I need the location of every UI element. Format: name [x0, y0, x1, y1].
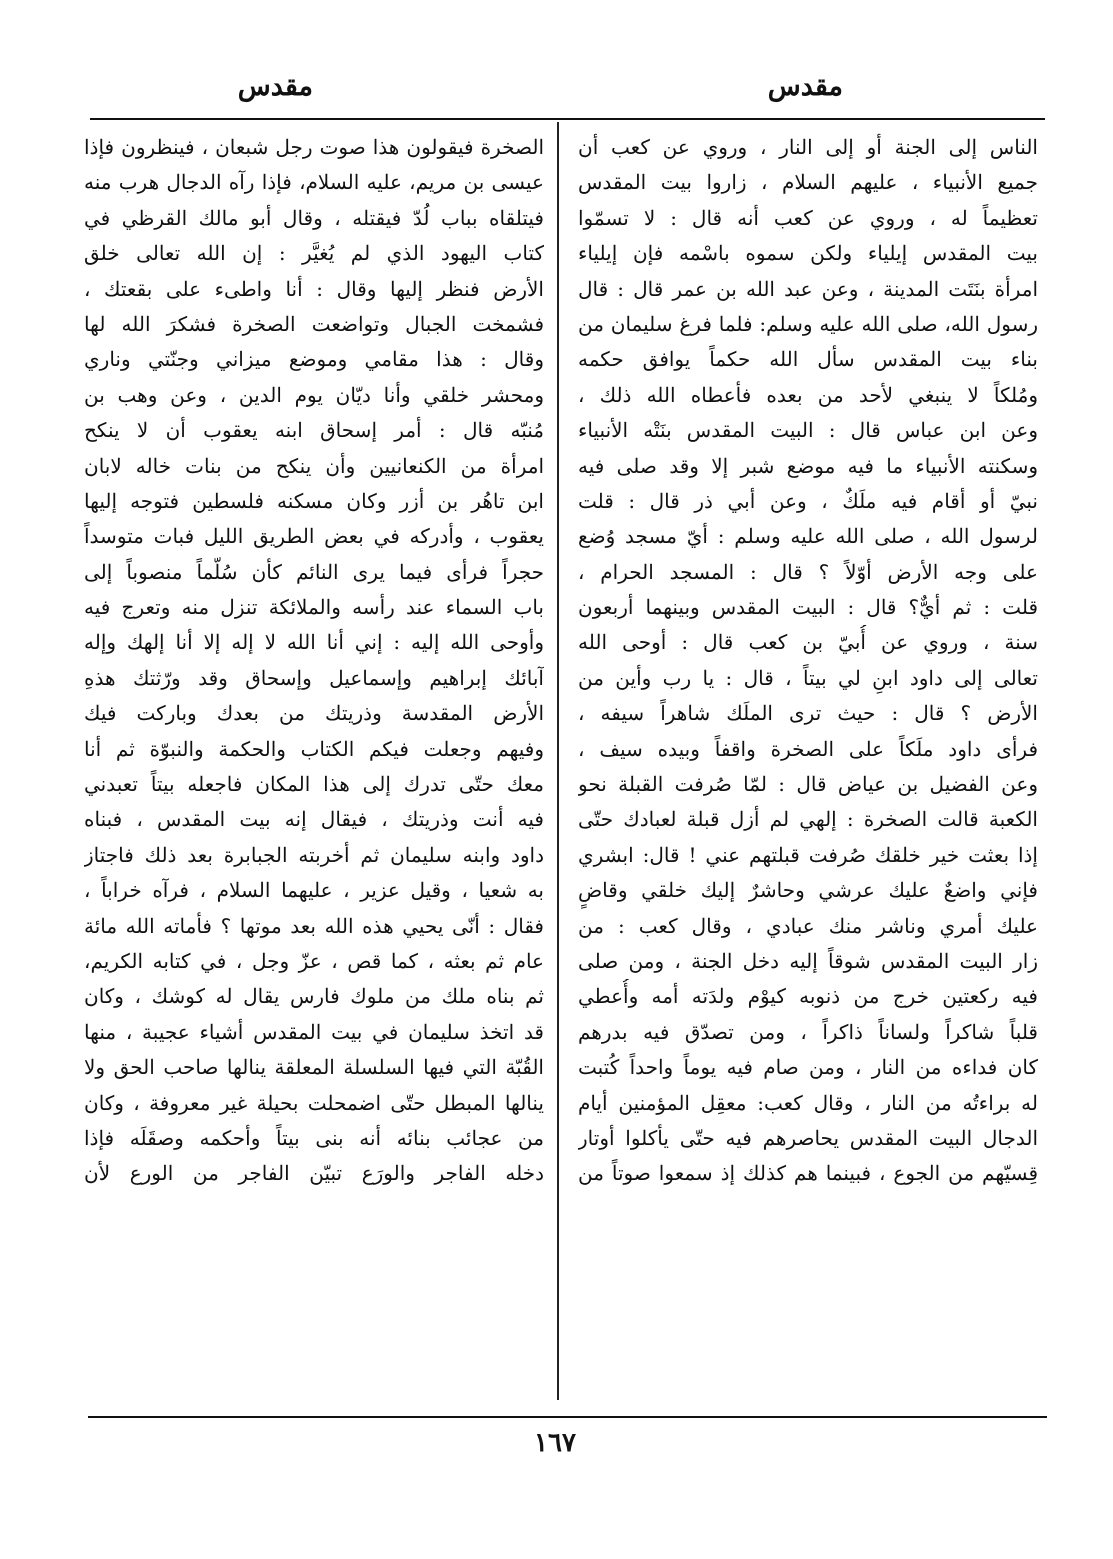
text-line: الكعبة قالت الصخرة : إلهي لم أزل قبلة لعبادك حتّى	[578, 807, 1038, 832]
text-line: ينالها المبطل حتّى اضمحلت بحيلة غير معروفة ، وكان	[84, 1090, 544, 1115]
text-line: قِسيّهم من الجوع ، فبينما هم كذلك إذ سمعوا صوتاً من	[578, 1161, 1038, 1186]
text-line: به شعيا ، وقيل عزير ، عليهما السلام ، فرآه خراباً ،	[84, 878, 544, 903]
text-line: وفيهم وجعلت فيكم الكتاب والحكمة والنبوّة ثم أنا	[84, 736, 544, 761]
left-column-header: مقدس	[237, 71, 313, 102]
text-line: زار البيت المقدس شوقاً إليه دخل الجنة ، ومن صلى	[578, 948, 1038, 973]
text-line: فيه ركعتين خرج من ذنوبه كيوْم ولدَته أمه وأُعطي	[578, 984, 1038, 1009]
text-line: فرأى داود ملَكاً على الصخرة واقفاً وبيده سيف ،	[578, 736, 1038, 761]
text-line: حجراً فرأى فيما يرى النائم كأن سُلّماً منصوباً إلى	[84, 559, 544, 584]
text-line: كتاب اليهود الذي لم يُغيَّر : إن الله تعالى خلق	[84, 241, 544, 266]
text-line: فيه أنت وذريتك ، فيقال إنه بيت المقدس ، فبناه	[84, 807, 544, 832]
text-line: فيتلقاه بباب لُدّ فيقتله ، وقال أبو مالك القرظي في	[84, 205, 544, 230]
text-line: كان فداءه من النار ، ومن صام فيه يوماً واحداً كُتبت	[578, 1055, 1038, 1080]
text-line: عام ثم بعثه ، كما قص ، عزّ وجل ، في كتابه الكريم،	[84, 948, 544, 973]
text-line: وعن ابن عباس قال : البيت المقدس بنَتْه الأنبياء	[578, 418, 1038, 443]
text-line: قلت : ثم أيٌّ؟ قال : البيت المقدس وبينهما أربعون	[578, 595, 1038, 620]
text-line: الناس إلى الجنة أو إلى النار ، وروي عن كعب أن	[578, 135, 1038, 159]
text-line: فقال : أنّى يحيي هذه الله بعد موتها ؟ فأماته الله مائة	[84, 913, 544, 938]
column-divider	[557, 122, 559, 1400]
text-line: فإني واضعٌ عليك عرشي وحاشرٌ إليك خلقي وقاضٍ	[578, 878, 1038, 903]
text-line: قلباً شاكراً ولساناً ذاكراً ، ومن تصدّق فيه بدرهم	[578, 1019, 1038, 1044]
right-column-header: مقدس	[767, 71, 843, 102]
text-line: الأرض فنظر إليها وقال : أنا واطىء على بقعتك ،	[84, 276, 544, 301]
text-line: فشمخت الجبال وتواضعت الصخرة فشكرَ الله لها	[84, 311, 544, 336]
text-line: عليك أمري وناشر منك عبادي ، وقال كعب : من	[578, 913, 1038, 938]
text-line: معك حتّى تدرك إلى هذا المكان فاجعله بيتاً تعبدني	[84, 772, 544, 797]
top-rule	[90, 118, 1045, 120]
text-line: على وجه الأرض أوّلاً ؟ قال : المسجد الحرام ،	[578, 559, 1038, 584]
text-line: جميع الأنبياء ، عليهم السلام ، زاروا بيت المقدس	[578, 170, 1038, 195]
left-text-column	[84, 130, 544, 1192]
text-line: امرأة من الكنعانيين وأن ينكح من بنات خاله لابان	[84, 453, 544, 478]
text-line: سنة ، وروي عن أُبيّ بن كعب قال : أوحى الله	[578, 630, 1038, 655]
text-line: بيت المقدس إيلياء ولكن سموه باسْمه فإن إيلياء	[578, 241, 1038, 266]
text-line: له براءتُه من النار ، وقال كعب: معقِل المؤمنين أيام	[578, 1090, 1038, 1115]
text-line: الدجال البيت المقدس يحاصرهم فيه حتّى يأكلوا أوتار	[578, 1125, 1038, 1150]
text-line: تعظيماً له ، وروي عن كعب أنه قال : لا تسمّوا	[578, 205, 1038, 230]
text-line: وأوحى الله إليه : إني أنا الله لا إله إلا أنا إلهك وإله	[84, 630, 544, 655]
text-line: بناء بيت المقدس سأل الله حكماً يوافق حكمه	[578, 347, 1038, 372]
text-line: امرأة بنَتَت المدينة ، وعن عبد الله بن عمر قال : قال	[578, 276, 1038, 301]
text-line: لرسول الله ، صلى الله عليه وسلم : أيّ مسجد وُضع	[578, 524, 1038, 549]
text-line: قد اتخذ سليمان في بيت المقدس أشياء عجيبة ، منها	[84, 1019, 544, 1044]
text-line: دخله الفاجر والورَع تبيّن الفاجر من الورع لأن	[84, 1161, 544, 1186]
text-line: باب السماء عند رأسه والملائكة تنزل منه وتعرج فيه	[84, 595, 544, 620]
text-line: آبائك إبراهيم وإسماعيل وإسحاق وقد ورّثتك هذهِ	[84, 665, 544, 690]
text-line: نبيّ أو أقام فيه ملَكٌ ، وعن أبي ذر قال : قلت	[578, 488, 1038, 513]
text-line: القُبّة التي فيها السلسلة المعلقة ينالها صاحب الحق ولا	[84, 1055, 544, 1080]
text-line: داود وابنه سليمان ثم أخربته الجبابرة بعد ذلك فاجتاز	[84, 842, 544, 867]
right-text-column	[578, 130, 1038, 1192]
text-line: الأرض ؟ قال : حيث ترى الملَك شاهراً سيفه ،	[578, 701, 1038, 726]
text-line: ومحشر خلقي وأنا ديّان يوم الدين ، وعن وهب بن	[84, 382, 544, 407]
text-line: رسول الله، صلى الله عليه وسلم: فلما فرغ سليمان من	[578, 311, 1038, 336]
text-line: يعقوب ، وأدركه في بعض الطريق الليل فبات متوسداً	[84, 524, 544, 549]
text-line: وقال : هذا مقامي وموضع ميزاني وجنّتي وناري	[84, 347, 544, 372]
bottom-rule	[88, 1416, 1047, 1418]
page-number: ١٦٧	[534, 1428, 576, 1458]
text-line: مُنبّه قال : أمر إسحاق ابنه يعقوب أن لا ينكح	[84, 418, 544, 443]
text-line: ابن تاهُر بن أزر وكان مسكنه فلسطين فتوجه إليها	[84, 488, 544, 513]
text-line: ثم بناه ملك من ملوك فارس يقال له كوشك ، وكان	[84, 984, 544, 1009]
text-line: وعن الفضيل بن عياض قال : لمّا صُرفت القبلة نحو	[578, 772, 1038, 797]
text-line: الصخرة فيقولون هذا صوت رجل شبعان ، فينظرون فإذا	[84, 135, 544, 159]
text-line: عيسى بن مريم، عليه السلام، فإذا رآه الدجال هرب منه	[84, 170, 544, 195]
text-line: من عجائب بنائه أنه بنى بيتاً وأحكمه وصقَلَه فإذا	[84, 1125, 544, 1150]
text-line: تعالى إلى داود ابنِ لي بيتاً ، قال : يا رب وأين من	[578, 665, 1038, 690]
text-line: وسكنته الأنبياء ما فيه موضع شبر إلا وقد صلى فيه	[578, 453, 1038, 478]
text-line: الأرض المقدسة وذريتك من بعدك وباركت فيك	[84, 701, 544, 726]
text-line: ومُلكاً لا ينبغي لأحد من بعده فأعطاه الله ذلك ،	[578, 382, 1038, 407]
text-line: إذا بعثت خير خلقك صُرفت قبلتهم عني ! قال: ابشري	[578, 842, 1038, 867]
